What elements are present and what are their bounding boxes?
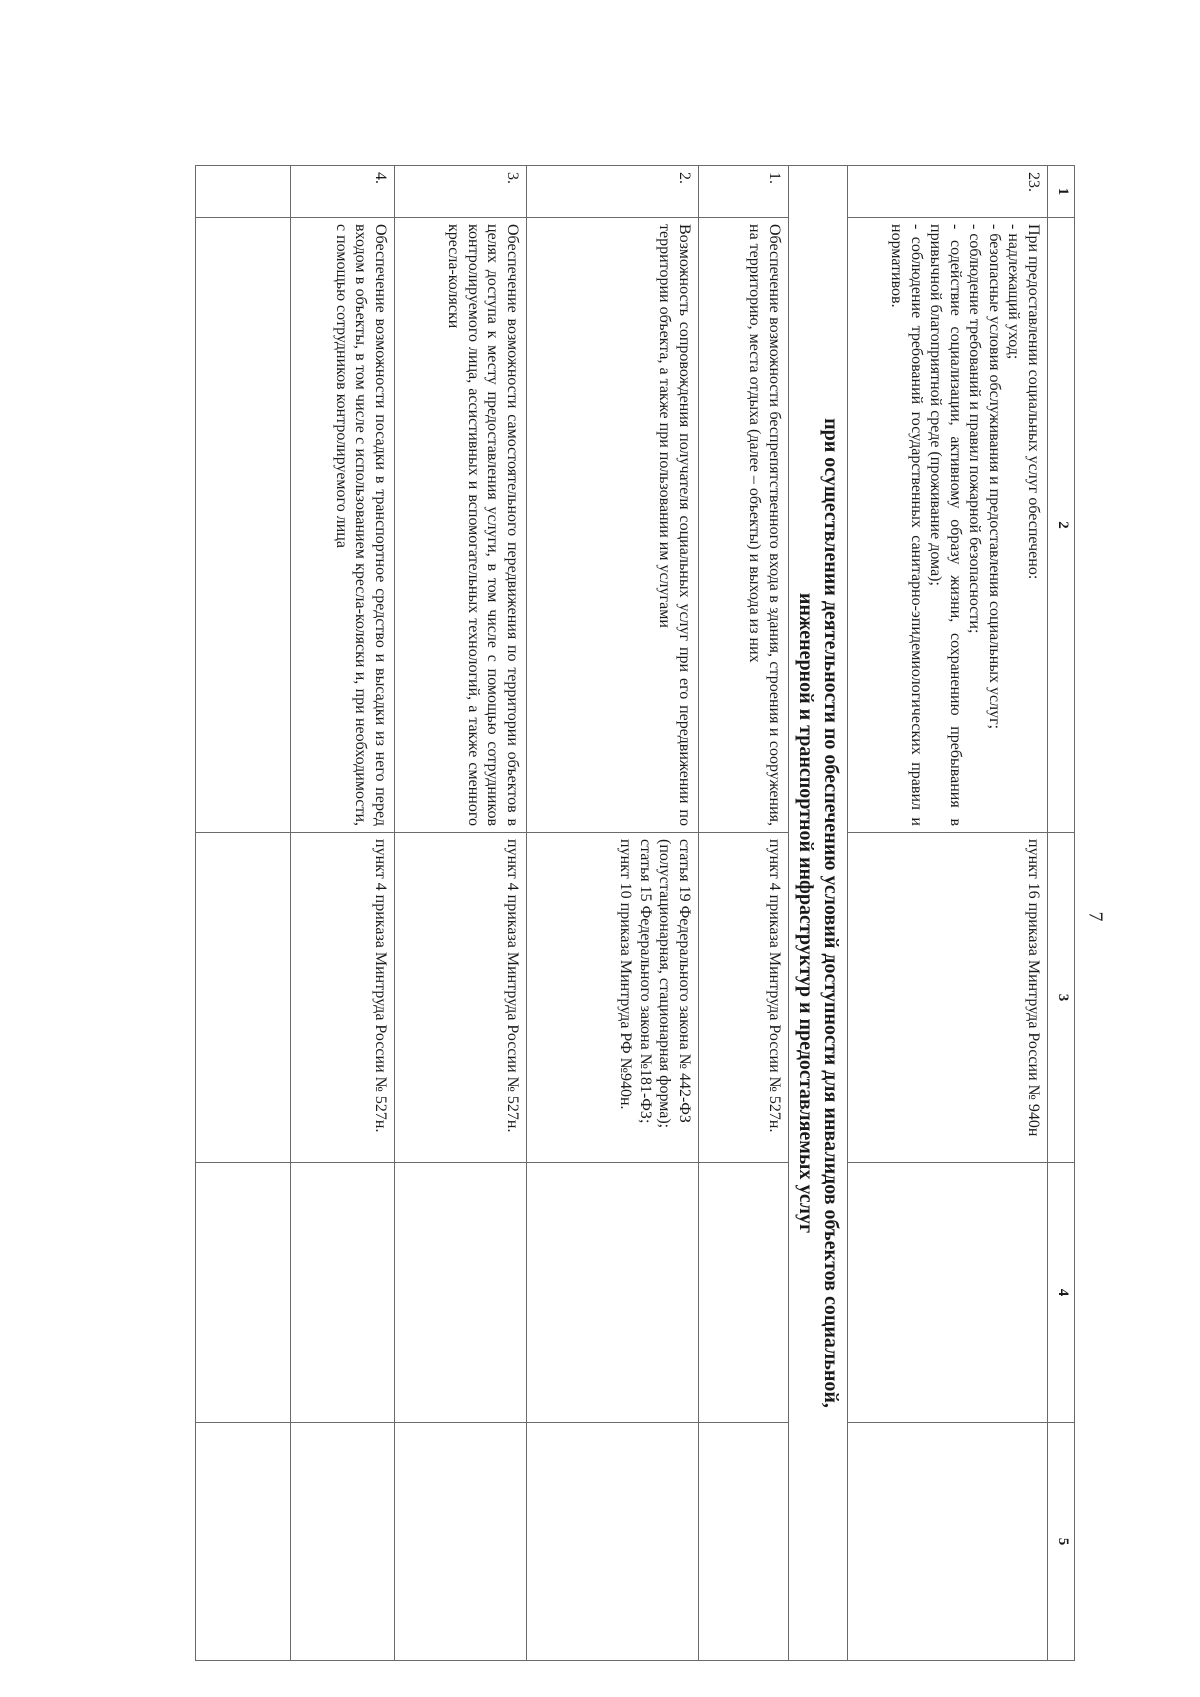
legal-reference: пункт 4 приказа Минтруда России № 527н. (395, 833, 527, 1163)
reference-line: (полустационарная, стационарная форма); (656, 839, 674, 1129)
empty-cell (699, 1163, 789, 1423)
row-number: 4. (291, 166, 395, 218)
requirement-text: Обеспечение возможности самостоятельного передвижения по территории объектов в целях доступа к месту предоставления услуги, в том числе с помощью сотрудников контролируемого лица, ассистивных и вспомогательных технологий, а также сменного кресла-коляски (395, 218, 527, 833)
empty-cell (395, 1163, 527, 1423)
empty-cell (699, 1423, 789, 1661)
row-number: 1. (699, 166, 789, 218)
legal-reference: пункт 4 приказа Минтруда России № 527н. (291, 833, 395, 1163)
table-row-1 (699, 166, 789, 1661)
table-row-4 (291, 166, 395, 1661)
section-title-line-1: при осуществлении деятельности по обеспечению условий доступности для инвалидов объектов социальной, (820, 418, 842, 1408)
text-line: - надлежащий уход; (1005, 224, 1023, 360)
text-line: - соблюдение требований и правил пожарной безопасности; (966, 224, 984, 634)
header-row (1048, 166, 1075, 1661)
legal-reference: пункт 4 приказа Минтруда России № 527н. (699, 833, 789, 1163)
reference-line: пункт 10 приказа Минтруда РФ №940н. (617, 839, 635, 1110)
requirement-text: Обеспечение возможности посадки в транспортное средство и высадки из него перед входом в объекты, в том числе с использованием кресла-коляски и, при необходимости, с помощью сотрудников контролируемого лица (291, 218, 395, 833)
section-heading (789, 166, 848, 1661)
page-number: 7 (1084, 911, 1107, 922)
table-row-3 (395, 166, 527, 1661)
empty-cell (395, 1423, 527, 1661)
empty-cell (527, 1423, 699, 1661)
section-heading-row (789, 166, 848, 1661)
header-col-3: 3 (1048, 833, 1075, 1163)
text-line: - содействие социализации, активному образу жизни, сохранению пребывания в привычной благоприятной среде (проживание дома); (927, 224, 964, 826)
legal-reference (527, 833, 699, 1163)
row-number: 2. (527, 166, 699, 218)
section-title-line-2: инженерной и транспортной инфраструктур и предоставляемых услуг (795, 592, 817, 1234)
row-number: 3. (395, 166, 527, 218)
header-col-1: 1 (1048, 166, 1075, 218)
empty-cell (291, 1423, 395, 1661)
table-row-empty (196, 166, 291, 1661)
empty-cell (196, 166, 291, 218)
requirement-text (848, 218, 1048, 833)
requirements-table-page (85, 165, 1075, 1660)
empty-cell (527, 1163, 699, 1423)
header-col-4: 4 (1048, 1163, 1075, 1423)
text-line: При предоставлении социальных услуг обеспечено: (1025, 224, 1042, 580)
requirement-text: Обеспечение возможности беспрепятственного входа в здания, строения и сооружения, на территорию, места отдыха (далее – объекты) и выхода из них (699, 218, 789, 833)
table-row-23 (848, 166, 1048, 1661)
empty-cell (196, 1423, 291, 1661)
reference-line: статья 19 Федерального закона № 442-ФЗ (676, 839, 693, 1123)
header-col-5: 5 (1048, 1423, 1075, 1661)
empty-cell (848, 1163, 1048, 1423)
text-line: - соблюдение требований государственных санитарно-эпидемиологических правил и нормативов. (888, 224, 925, 826)
row-number: 23. (848, 166, 1048, 218)
empty-cell (196, 833, 291, 1163)
empty-cell (196, 218, 291, 833)
empty-cell (291, 1163, 395, 1423)
requirements-table (195, 165, 1075, 1661)
requirement-text: Возможность сопровождения получателя социальных услуг при его передвижении по территории объекта, а также при пользовании им услугами (527, 218, 699, 833)
reference-line: статья 15 Федерального закона №181-ФЗ; (636, 839, 654, 1124)
legal-reference: пункт 16 приказа Минтруда России № 940н (848, 833, 1048, 1163)
table-row-2 (527, 166, 699, 1661)
header-col-2: 2 (1048, 218, 1075, 833)
empty-cell (196, 1163, 291, 1423)
empty-cell (848, 1423, 1048, 1661)
text-line: - безопасные условия обслуживания и предоставления социальных услуг; (985, 224, 1003, 730)
